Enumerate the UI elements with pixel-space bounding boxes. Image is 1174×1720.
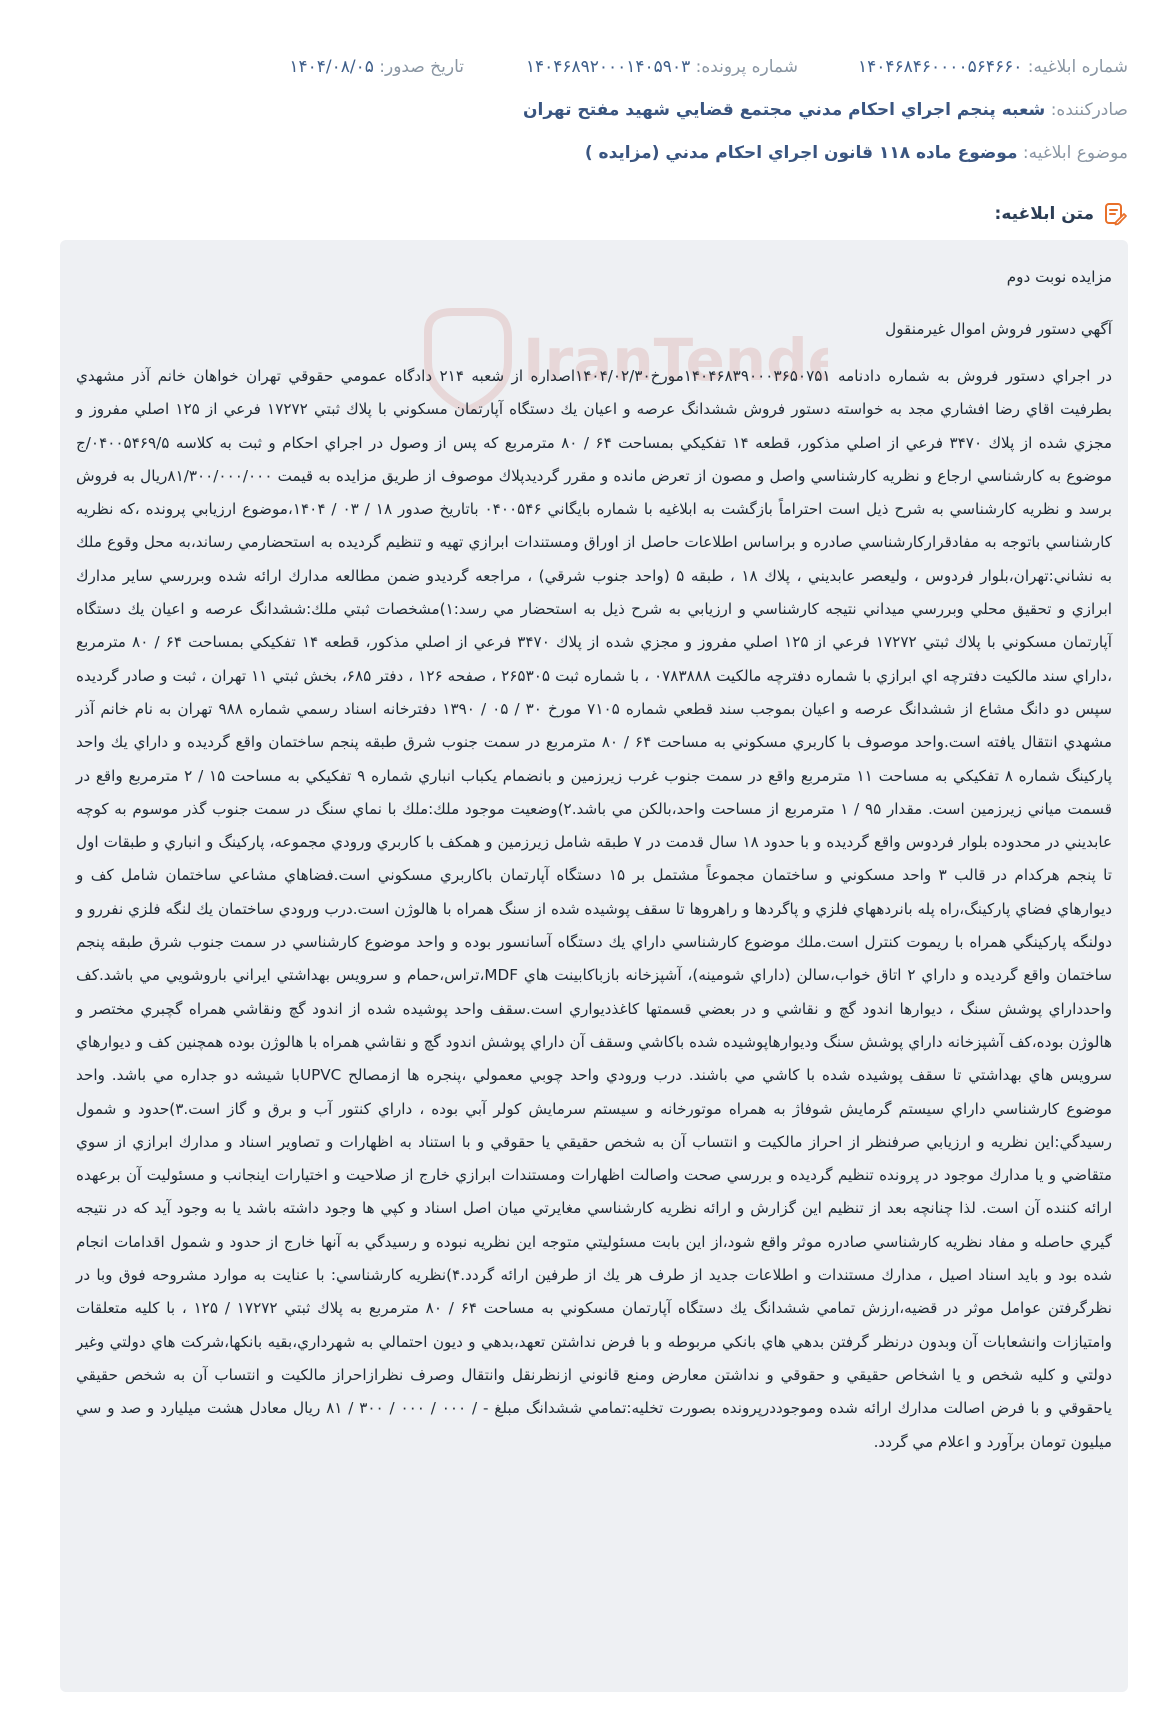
notice-number-label: شماره ابلاغيه: xyxy=(1027,57,1128,77)
subject-value: موضوع ماده ۱۱۸ قانون اجراي احکام مدني (مزايده ) xyxy=(584,143,1018,163)
issue-date-label: تاريخ صدور: xyxy=(379,57,464,77)
notice-page xyxy=(60,0,1128,1720)
issuer-value: شعبه پنجم اجراي احکام مدني مجتمع قضايي شهيد مفتح تهران xyxy=(523,100,1046,120)
notice-text-heading xyxy=(995,198,1128,230)
notice-text-title: متن ابلاغيه: xyxy=(994,204,1094,224)
issue-date-value: ۱۴۰۴/۰۸/۰۵ xyxy=(289,57,374,77)
case-number-value: ۱۴۰۴۶۸۹۲۰۰۰۱۴۰۵۹۰۳ xyxy=(525,57,691,77)
notice-number-value: ۱۴۰۴۶۸۴۶۰۰۰۰۵۶۴۶۶۰ xyxy=(858,57,1023,77)
watermark-text: IranTende xyxy=(523,326,828,394)
document-edit-icon xyxy=(1102,201,1128,227)
case-number-label: شماره پرونده: xyxy=(695,57,798,77)
meta-row-issuer xyxy=(60,95,1128,125)
notice-text-box xyxy=(60,240,1128,1692)
meta-row-numbers xyxy=(60,52,1128,82)
case-number-field xyxy=(526,52,798,82)
auction-round-heading: مزايده نوبت دوم xyxy=(1006,268,1112,286)
notice-number-field xyxy=(858,52,1128,82)
meta-row-subject xyxy=(60,138,1128,168)
notice-body-text: در اجراي دستور فروش به شماره دادنامه ۱۴۰۴۶۸۳۹۰۰۰۳۶۵۰۷۵۱مورخ۱۴۰۴/۰۲/۳۰اصداره از شعبه ۲۱۴ دادگاه عمومي حقوقي تهران خواهان خانم آذر مشهدي بطرفيت اقاي رضا افشاري مجد به خواسته دستور فروش ششدانگ عرصه و اعيان يك دستگاه آپارتمان مسكوني با پلاك ثبتي ۱۷۲۷۲ فرعي از ۱۲۵ اصلي مفروز و مجزي شده از پلاك ۳۴۷۰ فرعي از اصلي مذكور، قطعه ۱۴ تفكيكي بمساحت ۶۴ / ۸۰ مترمربع كه پس از وصول در اجراي احكام و ثبت به كلاسه ۰۴۰۰۵۴۶۹/۵/ج موضوع به كارشناسي ارجاع و نظريه كارشناسي واصل و مصون از تعرض مانده و مقرر گرديدپلاك موصوف از طريق مزايده به قيمت ۸۱/۳۰۰/۰۰۰/۰۰۰ريال به فروش برسد و نظريه كارشناسي به شرح ذيل است احتراماً بازگشت به ابلاغيه با شماره بايگاني ۰۴۰۰۵۴۶ باتاريخ صدور ۱۸ / ۰۳ / ۱۴۰۴،موضوع ارزيابي پرونده ،كه نظريه كارشناسي باتوجه به مفادقراركارشناسي صادره و براساس اطلاعات حاصل از اوراق ومستندات ابرازي تهيه و تنظيم گرديده به استحضارمي رساند،به محل وقوع ملك به نشاني:تهران،بلوار فردوس ، وليعصر عابديني ، پلاك ۱۸ ، طبقه ۵ (واحد جنوب شرقي) ، مراجعه گرديدو ضمن مطالعه مدارك ارائه شده وبررسي ساير مدارك ابرازي و تحقيق محلي وبررسي ميداني نتيجه كارشناسي و ارزيابي به شرح ذيل به استحضار مي رسد:۱)مشخصات ثبتي ملك:ششدانگ عرصه و اعيان يك دستگاه آپارتمان مسكوني با پلاك ثبتي ۱۷۲۷۲ فرعي از ۱۲۵ اصلي مفروز و مجزي شده از پلاك ۳۴۷۰ فرعي از اصلي مذكور، قطعه ۱۴ تفكيكي بمساحت ۶۴ / ۸۰ مترمربع ،داراي سند مالكيت دفترچه اي ابرازي با شماره دفترچه مالكيت ۰۷۸۳۸۸۸ ، با شماره ثبت ۲۶۵۳۰۵ ، صفحه ۱۲۶ ، دفتر ۶۸۵، بخش ثبتي ۱۱ تهران ، ثبت و صادر گرديده سپس دو دانگ مشاع از ششدانگ عرصه و اعيان بموجب سند قطعي شماره ۷۱۰۵ مورخ ۳۰ / ۰۵ / ۱۳۹۰ دفترخانه اسناد رسمي شماره ۹۸۸ تهران به نام خانم آذر مشهدي انتقال يافته است.واحد موصوف با كاربري مسكوني به مساحت ۶۴ / ۸۰ مترمربع در سمت جنوب شرق طبقه پنجم ساختمان واقع گرديده و داراي يك واحد پاركينگ شماره ۸ تفكيكي به مساحت ۱۱ مترمربع واقع در سمت جنوب غرب زيرزمين و بانضمام يكباب انباري شماره ۹ تفكيكي به مساحت ۱۵ / ۲ مترمربع واقع در قسمت مياني زيرزمين است. مقدار ۹۵ / ۱ مترمربع از مساحت واحد،بالكن مي باشد.۲)وضعيت موجود ملك:ملك با نماي سنگ در سمت جنوب گذر موسوم به كوچه عابديني در محدوده بلوار فردوس واقع گرديده و با حدود ۱۸ سال قدمت در ۷ طبقه شامل زيرزمين و همكف با كاربري ورودي مجموعه، پاركينگ و انباري و طبقات اول تا پنجم هركدام در قالب ۳ واحد مسكوني و ساختمان مجموعاً مشتمل بر ۱۵ دستگاه آپارتمان باكاربري مسكوني است.فضاهاي مشاعي ساختمان شامل كف و ديوارهاي فضاي پاركينگ،راه پله بانردههاي فلزي و پاگردها و راهروها تا سقف پوشيده شده از سنگ همراه با هالوژن است.درب ورودي ساختمان يك لنگه فلزي نفررو و دولنگه پاركينگي همراه با ريموت كنترل است.ملك موضوع كارشناسي داراي يك دستگاه آسانسور بوده و واحد موضوع كارشناسي در سمت جنوب شرق طبقه پنجم ساختمان واقع گرديده و داراي ۲ اتاق خواب،سالن (داراي شومينه)، آشپزخانه بازباكابينت هاي MDF،تراس،حمام و سرويس بهداشتي ايراني باروشويي مي باشد.كف واحدداراي پوشش سنگ ، ديوارها اندود گچ و نقاشي و در بعضي قسمتها كاغذديواري است.سقف واحد پوشيده شده از اندود گچ ونقاشي همراه گچبري مختصر و هالوژن بوده،كف آشپزخانه داراي پوشش سنگ وديوارهاپوشيده شده باكاشي وسقف آن داراي پوشش اندود گچ و نقاشي همراه با هالوژن بوده همچنين كف و ديوارهاي سرويس هاي بهداشتي تا سقف پوشيده شده با كاشي مي باشند. درب ورودي واحد چوبي معمولي ،پنجره ها ازمصالح UPVCبا شيشه دو جداره مي باشد. واحد موضوع كارشناسي داراي سيستم گرمايش شوفاژ به همراه موتورخانه و سيستم سرمايش كولر آبي بوده ، داراي كنتور آب و برق و گاز است.۳)حدود و شمول رسيدگي:اين نظريه و ارزيابي صرفنظر از احراز مالكيت و انتساب آن به شخص حقيقي يا حقوقي و با استناد به اظهارات و تصاوير اسناد و مدارك ابرازي از سوي متقاضي و يا مدارك موجود در پرونده تنظيم گرديده و بررسي صحت واصالت اظهارات ومستندات ابرازي خارج از صلاحيت و اختيارات اينجانب و مسئوليت آن برعهده ارائه كننده آن است. لذا چنانچه بعد از تنظيم اين گزارش و ارائه نظريه كارشناسي مغايرتي ميان اصل اسناد و كپي ها وجود داشته باشد يا به وجود آيد كه در نتيجه گيري حاصله و مفاد نظريه كارشناسي صادره موثر واقع شود،از اين بابت مسئوليتي متوجه اين نظريه نبوده و رسيدگي به آنها خارج از حدود و شمول اقدامات انجام شده بود و بايد اسناد اصيل ، مدارك مستندات و اطلاعات جديد از طرف هر يك از طرفين ارائه گردد.۴)نظريه كارشناسي: با عنايت به موارد مشروحه فوق وبا در نظرگرفتن عوامل موثر در قضيه،ارزش تمامي ششدانگ يك دستگاه آپارتمان مسكوني به مساحت ۶۴ / ۸۰ مترمربع به پلاك ثبتي ۱۷۲۷۲ / ۱۲۵ ، با كليه متعلقات وامتيازات وانشعابات آن وبدون درنظر گرفتن بدهي هاي بانكي مربوطه و با فرض نداشتن تعهد،بدهي و ديون احتمالي به شهرداري،بقيه بانكها،شركت هاي دولتي وغير دولتي و كليه شخص و يا اشخاص حقيقي و حقوقي و نداشتن معارض ومنع قانوني ازنظرنقل وانتقال وصرف نظرازاحراز مالكيت و انتساب آن به شخص حقيقي ياحقوقي و با فرض اصالت مدارك ارائه شده وموجوددرپرونده بصورت تخليه:تمامي ششدانگ مبلغ - / ۰۰۰ / ۰۰۰ / ۳۰۰ / ۸۱ ريال معادل هشت ميليارد و صد و سي ميليون تومان برآورد و اعلام مي گردد. xyxy=(76,367,1113,1451)
issue-date-field xyxy=(289,52,464,82)
sale-order-heading: آگهي دستور فروش اموال غيرمنقول xyxy=(885,320,1112,338)
issuer-label: صادرکننده: xyxy=(1050,100,1128,120)
subject-label: موضوع ابلاغيه: xyxy=(1022,143,1128,163)
